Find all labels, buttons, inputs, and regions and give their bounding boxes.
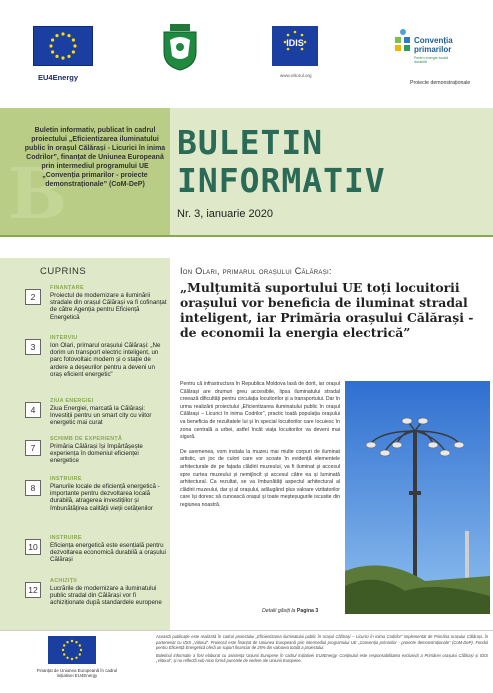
continue-link[interactable] xyxy=(262,608,318,614)
article-kicker: Ion Olari, primarul orașului Călărași: xyxy=(180,266,332,276)
toc-page-number: 3 xyxy=(25,339,41,355)
proiecte-label: Proiecte demonstraționale xyxy=(410,80,471,86)
toc-category: FINANȚARE xyxy=(50,285,84,291)
footer-paragraph: Această publicație este realizată în cadrul proiectului „Eficientizarea iluminatului public în orașul Călărași – Licurici în inima Codrilor” implementat de Primăria orașului Călărași, în parteneriat cu IDIS „Viitorul”. Proiectul este finanțat de Uniunea Europeană prin intermediul programului UE „Convenția primarilor - proiecte demonstraționale” (CoM-DeP). Fondul pentru Eficiență Energetică oferă un suport financiar de 25% din valoarea totală a proiectului. xyxy=(156,634,488,651)
toc-page-number: 4 xyxy=(25,402,41,418)
logo-header xyxy=(0,0,493,108)
article-body xyxy=(180,381,340,517)
article-title: „Mulțumită suportului UE toți locuitorii orașului vor beneficia de iluminat stradal inteligent, iar Primăria orașului Călărași - de economii la energia electrică” xyxy=(180,280,474,340)
toc-text: Ziua Energiei, marcată la Călărași: Investiții pentru un smart city cu viitor energetic mai curat xyxy=(50,405,152,427)
toc-page-number: 10 xyxy=(25,539,41,555)
idis-url: www.viitorul.org xyxy=(280,73,312,78)
toc-category: SCHIMB DE EXPERIENȚĂ xyxy=(50,436,123,442)
toc-text: Proiectul de modernizare a iluminării stradale din orașul Călărași va fi cofinanțat de către Agenția pentru Eficiență Energetică xyxy=(50,292,167,321)
eu-stars-icon xyxy=(48,636,96,664)
toc-page-number: 7 xyxy=(25,440,41,456)
toc-category: INTERVIU xyxy=(50,335,78,341)
toc-category: INSTRUIRE xyxy=(50,476,82,482)
toc-category: ACHIZIȚII xyxy=(50,578,77,584)
footer-divider xyxy=(0,630,493,631)
conventia-sub-line2: durabilă xyxy=(414,60,427,64)
toc-heading: CUPRINS xyxy=(40,266,87,277)
toc-text: Eficiența energetică este esențială pentru dezvoltarea economică durabilă a orașului Călărași xyxy=(50,542,166,564)
article-paragraph: De asemenea, vom instala la muzeu mai multe corpuri de iluminat artistic, un joc de culori care vor scoate în evidență elementele arhitecturale de pe fațada clădirii muzeului, va fi iluminat și accesul spre curtea muzeului și nemijlocit și accesul către ea și luminată arhitectural. Ca rezultat, se va îmbunătăți aspectul arhitectural al clădirii muzeului, dar și al orașului, adăugând plus valoare vizitatorilor care își doresc să cunoască orașul și toate meșteșugurile iscusite din regiunea noastră. xyxy=(180,448,340,508)
continue-label: Detalii găsiți la xyxy=(262,608,296,614)
toc-text: Planurile locale de eficiență energetică - importante pentru dezvoltarea locală durabilă, atragerea investițiilor și îmbunătățirea calității vieții cetățenilor xyxy=(50,483,160,512)
eu-stars-icon xyxy=(34,27,92,65)
intro-text: Buletin informativ, publicat în cadrul proiectului „Eficientizarea iluminatului public în orașul Călărași - Licurici în inima Codrilor”, finanțat de Uniunea Europeană prin intermediul programului UE „Convenția primarilor - proiecte demonstraționale” (CoM-DeP) xyxy=(24,127,166,188)
footer-eu-flag-logo xyxy=(48,636,96,664)
continue-page: Pagina 3 xyxy=(296,608,319,614)
article-paragraph: Pentru că infrastructura în Republica Moldova lasă de dorit, iar orașul Călărași are drumuri greu accesibile, lipsa iluminatului stradal creează dificultăți pentru circulația locuitorilor și a transportului. Dar în urma realizării proiectului „Eficientizarea iluminatului public în orașul Călărași – Licurici în inima Codrilor”, practic toată populația orașului va beneficia de rezultatele lui și în special locuitorilor care locuiesc în zona centrală a urbei, astfel încât viața locuitorilor va deveni mai sigură. xyxy=(180,381,340,441)
toc-category: INSTRUIRE xyxy=(50,535,82,541)
conventia-title-line1: Convenția xyxy=(414,36,453,45)
conventia-title xyxy=(414,36,453,54)
conventia-sub-line1: Pentru energie locală xyxy=(414,56,448,60)
footer-disclaimer xyxy=(156,634,488,666)
toc-text: Lucrările de modernizare a iluminatului public stradal din Călărași vor fi achiziționate după standardele europene xyxy=(50,585,162,607)
footer-flag-caption: Finanțat de Uniunea Europeană în cadrul inițiativei EU4Energy xyxy=(36,668,118,679)
toc-page-number: 8 xyxy=(25,480,41,496)
toc-page-number: 12 xyxy=(25,582,41,598)
toc-category: ZIUA ENERGIEI xyxy=(50,398,94,404)
page-title xyxy=(177,124,386,200)
idis-text: IDIS xyxy=(286,38,304,48)
street-lamp-photo xyxy=(345,381,490,614)
conventia-logo-mark xyxy=(392,28,414,58)
conventia-title-line2: primarilor xyxy=(414,45,452,54)
footer-paragraph: Buletinul informativ a fost elaborat cu asistența Uniunii Europene în cadrul Inițiativei EU4Energy. Conținutul este responsabilitatea exclusivă a Primăriei orașului Călărași și IDIS „Viitorul”, și nu reflectă sub nicio formă punctele de vedere ale Uniunii Europene. xyxy=(156,652,488,664)
divider xyxy=(0,235,493,237)
eu-flag-logo xyxy=(33,26,93,66)
watermark-letter: B xyxy=(8,152,68,235)
toc-text: Primăria Călărași își împărtășește experiența în domeniul eficienței energetice xyxy=(50,443,143,465)
calarasi-crest-logo xyxy=(160,22,200,70)
issue-number: Nr. 3, ianuarie 2020 xyxy=(177,208,274,220)
eu4energy-label: EU4Energy xyxy=(38,73,79,82)
page-title-line1: BULETIN xyxy=(177,123,324,162)
toc-text: Ion Olari, primarul orașului Călărași: „Ne dorim un transport electric inteligent, un parc fotovoltaic modern și o stație de ardere a deșeurilor pentru a deveni un oraș eficient energetic” xyxy=(50,342,161,378)
page-title-line2: INFORMATIV xyxy=(177,161,386,200)
conventia-sub xyxy=(414,56,448,64)
idis-logo xyxy=(272,26,318,66)
toc-page-number: 2 xyxy=(25,289,41,305)
